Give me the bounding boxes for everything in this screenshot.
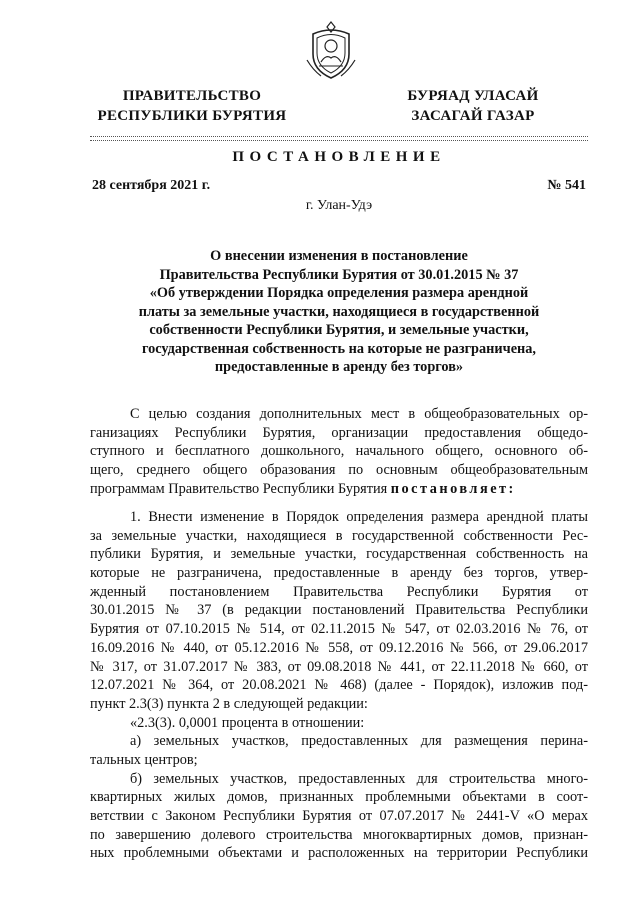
text-line-with-decree — [90, 480, 588, 499]
title-line: Правительства Республики Бурятия от 30.01.2015 № 37 — [159, 266, 519, 283]
title-line: собственности Республики Бурятия, и земельные участки, — [149, 322, 529, 338]
text-line: программам Правительство Республики Бурятия — [90, 480, 388, 497]
title-line: предоставленные в аренду без торгов» — [214, 359, 464, 375]
government-name-buryat-line-1: БУРЯАД УЛАСАЙ — [407, 88, 539, 104]
text-line: ступного и бесплатного дошкольного, начального общего, основного об- — [90, 443, 588, 460]
government-name-buryat — [378, 86, 568, 126]
text-line: 12.07.2021 № 364, от 20.08.2021 № 468) (далее - Порядок), изложив под- — [90, 677, 588, 694]
text-line: которые не разграничена, предоставленные в аренду без торгов, утвер- — [90, 565, 588, 582]
text-line: 16.09.2016 № 440, от 05.12.2016 № 558, от 09.12.2016 № 566, от 29.06.2017 — [90, 639, 588, 656]
document-title — [90, 247, 588, 377]
text-line: ганизациях Республики Бурятия, организации предоставления общедо- — [90, 424, 588, 441]
text-line: «2.3(3). 0,0001 процента в отношении: — [130, 714, 365, 731]
title-line: платы за земельные участки, находящиеся в государственной — [138, 303, 540, 320]
text-line: б) земельных участков, предоставленных для строительства много- — [130, 770, 588, 787]
text-line: Бурятия от 07.10.2015 № 514, от 02.11.2015 № 547, от 02.03.2016 № 76, от — [90, 621, 588, 638]
text-line: квартирных жилых домов, признанных проблемными объектами в соот- — [90, 789, 588, 806]
text-line: жденный постановлением Правительства Республики Бурятия от — [90, 583, 588, 600]
text-line: за земельные участки, находящиеся в государственной собственности Рес- — [90, 527, 588, 544]
document-city: г. Улан-Удэ — [305, 198, 373, 213]
header-divider — [90, 136, 588, 141]
title-line: «Об утверждении Порядка определения размера арендной — [149, 285, 529, 301]
title-line: государственная собственность на которые не разграничена, — [141, 340, 536, 357]
text-line: щего, среднего общего образования по основным общеобразовательным — [90, 462, 588, 479]
text-line: пункт 2.3(3) пункта 2 в следующей редакции: — [90, 695, 368, 712]
document-date: 28 сентября 2021 г. — [92, 178, 211, 193]
text-line: публики Бурятия, и земельные участки, государственная собственность на — [90, 546, 588, 563]
title-line: О внесении изменения в постановление — [210, 248, 468, 264]
document-type: ПОСТАНОВЛЕНИЕ — [232, 149, 446, 165]
coat-of-arms-emblem — [305, 20, 357, 80]
text-line: тальных центров; — [90, 751, 198, 768]
text-line: С целью создания дополнительных мест в общеобразовательных ор- — [130, 406, 588, 422]
government-name-line-1: ПРАВИТЕЛЬСТВО — [122, 88, 262, 104]
text-line: а) земельных участков, предоставленных для размещения перина- — [130, 733, 588, 750]
government-name-russian — [92, 86, 292, 126]
government-name-buryat-line-2: ЗАСАГАЙ ГАЗАР — [411, 108, 535, 124]
government-name-line-2: РЕСПУБЛИКИ БУРЯТИЯ — [97, 108, 287, 124]
decree-body — [90, 508, 588, 863]
decree-word: постановляет: — [390, 480, 516, 497]
text-line: ных проблемными объектами и расположенных на территории Республики — [90, 845, 588, 862]
text-line: 1. Внести изменение в Порядок определения размера арендной платы — [130, 509, 588, 525]
text-line: по завершению долевого строительства многоквартирных домов, признан- — [90, 826, 588, 843]
text-line: ветствии с Законом Республики Бурятия от 07.07.2017 № 2441-V «О мерах — [90, 808, 588, 824]
text-line: № 317, от 31.07.2017 № 383, от 09.08.2018 № 441, от 22.11.2018 № 660, от — [90, 658, 588, 675]
preamble-paragraph — [90, 405, 588, 498]
text-line: 30.01.2015 № 37 (в редакции постановлений Правительства Республики — [90, 602, 588, 619]
document-number: № 541 — [547, 178, 586, 193]
